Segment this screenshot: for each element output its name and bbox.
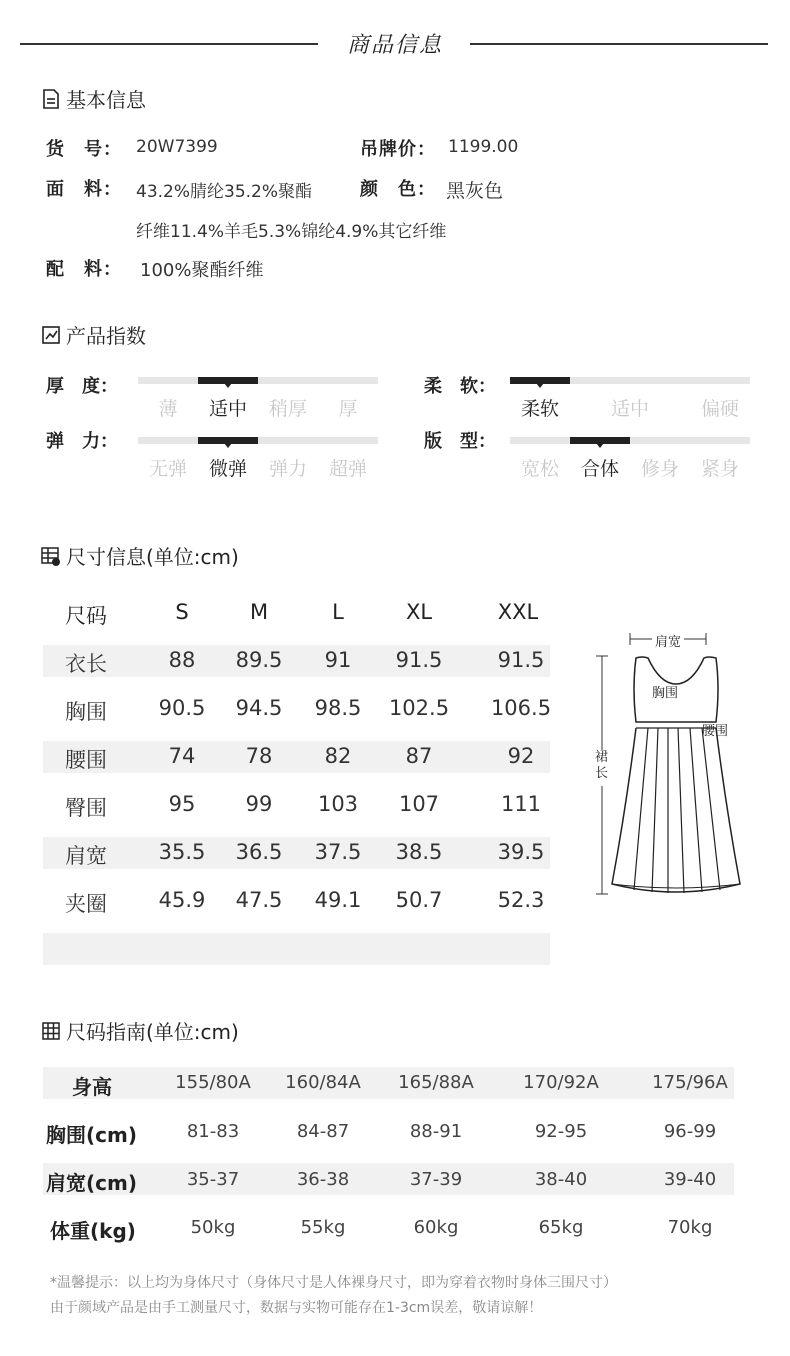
size-cell: 89.5 [235,648,283,672]
guide-cell: 88-91 [409,1121,463,1142]
size-cell: 90.5 [158,696,206,720]
guide-cell: 92-95 [534,1121,588,1142]
size-row-label: 肩宽 [65,844,107,868]
size-cell: 35.5 [158,840,206,864]
elasticity-track [138,437,378,444]
size-row-label: 腰围 [65,748,107,772]
product-index-heading: 产品指数 [40,320,146,349]
note-line-1: *温馨提示：以上均为身体尺寸（身体尺寸是人体裸身尺寸，即为穿着衣物时身体三围尺寸） [50,1275,617,1291]
guide-cell: 96-99 [663,1121,717,1142]
fit-label: 版 型： [424,431,496,452]
guide-cell: 36-38 [296,1169,350,1190]
guide-cell: 50kg [190,1217,236,1238]
guide-cell: 170/92A [523,1072,599,1093]
size-row-label: 胸围 [65,700,107,724]
size-cell: 37.5 [314,840,362,864]
size-col-header: XXL [497,600,539,624]
lining-value: 100%聚酯纤维 [140,260,264,281]
item-no-label: 货 号： [46,139,122,160]
guide-cell: 165/88A [398,1072,474,1093]
size-cell: 45.9 [158,888,206,912]
color-value: 黑灰色 [446,180,504,202]
fit-option: 合体 [580,458,619,480]
elasticity-option: 微弹 [208,458,247,480]
size-cell: 95 [168,792,196,816]
softness-label: 柔 软： [424,376,496,397]
size-cell: 50.7 [395,888,443,912]
guide-cell: 60kg [413,1217,459,1238]
size-cell: 82 [324,744,352,768]
guide-cell: 38-40 [534,1169,588,1190]
size-col-header: L [332,600,344,624]
thickness-option: 适中 [208,398,247,420]
guide-row-label: 体重(kg) [50,1219,136,1243]
size-row-label: 臀围 [65,796,107,820]
guide-cell: 37-39 [409,1169,463,1190]
guide-cell: 55kg [300,1217,346,1238]
fit-option: 宽松 [520,458,559,480]
fit-indicator [570,437,630,444]
note-line-2: 由于颜域产品是由手工测量尺寸，数据与实物可能存在1-3cm误差，敬请谅解！ [50,1300,543,1316]
size-cell: 99 [245,792,273,816]
thickness-option: 薄 [158,398,178,420]
guide-row-label: 胸围(cm) [46,1123,137,1147]
softness-indicator [510,377,570,384]
page-title: 商品信息 [346,33,443,58]
ruler-table-icon [40,545,62,567]
color-label: 颜 色： [360,179,436,200]
size-col-header: S [175,600,189,624]
elasticity-indicator [198,437,258,444]
dress-outline-icon [592,628,742,900]
fit-track [510,437,750,444]
item-no-value: 20W7399 [136,137,218,157]
size-row-label: 夹圈 [65,892,107,916]
guide-cell: 39-40 [663,1169,717,1190]
size-cell: 91.5 [497,648,545,672]
size-cell: 106.5 [490,696,552,720]
length-label: 裙长 [595,750,609,781]
guide-row-label: 身高 [72,1075,112,1099]
softness-option: 柔软 [520,398,559,420]
guide-cell: 84-87 [296,1121,350,1142]
size-cell: 98.5 [314,696,362,720]
thickness-indicator [198,377,258,384]
table-row-bg [43,645,550,677]
size-row-label: 衣长 [65,652,107,676]
size-cell: 91.5 [395,648,443,672]
size-col-header: 尺码 [65,604,107,628]
size-col-header: XL [405,600,433,624]
thickness-label: 厚 度： [46,376,118,397]
size-cell: 49.1 [314,888,362,912]
fabric-label: 面 料： [46,179,122,200]
size-cell: 103 [317,792,359,816]
guide-cell: 81-83 [186,1121,240,1142]
price-value: 1199.00 [448,137,519,157]
size-cell: 78 [245,744,273,768]
guide-cell: 35-37 [186,1169,240,1190]
chart-icon [40,324,62,346]
size-cell: 91 [324,648,352,672]
fit-option: 修身 [640,458,679,480]
fit-option: 紧身 [700,458,739,480]
elasticity-option: 弹力 [268,458,307,480]
thickness-option: 厚 [338,398,358,420]
size-cell: 94.5 [235,696,283,720]
elasticity-option: 无弹 [148,458,187,480]
table-row-bg [43,1067,734,1099]
dress-diagram [592,628,742,900]
waist-label: 腰围 [702,724,729,739]
size-cell: 92 [507,744,535,768]
basic-info-heading: 基本信息 [40,84,146,113]
size-cell: 111 [500,792,542,816]
size-cell: 88 [168,648,196,672]
guide-cell: 70kg [667,1217,713,1238]
table-row-bg [43,837,550,869]
size-info-heading: 尺寸信息(单位:cm) [40,541,239,570]
shoulder-label: 肩宽 [654,635,681,650]
grid-table-icon [40,1020,62,1042]
guide-cell: 65kg [538,1217,584,1238]
fabric-value-line1: 43.2%腈纶35.2%聚酯 [136,182,313,202]
softness-option: 适中 [610,398,649,420]
chest-label: 胸围 [652,686,679,701]
table-row-bg [43,933,550,965]
size-cell: 36.5 [235,840,283,864]
size-cell: 47.5 [235,888,283,912]
table-row-bg [43,1163,734,1195]
size-guide-heading: 尺码指南(单位:cm) [40,1016,239,1045]
table-row-bg [43,741,550,773]
size-col-header: M [249,600,269,624]
guide-cell: 175/96A [652,1072,728,1093]
softness-option: 偏硬 [700,398,739,420]
guide-row-label: 肩宽(cm) [46,1171,137,1195]
thickness-option: 稍厚 [268,398,307,420]
document-icon [40,88,62,110]
fabric-value-line2: 纤维11.4%羊毛5.3%锦纶4.9%其它纤维 [136,222,447,242]
guide-cell: 155/80A [175,1072,251,1093]
size-cell: 107 [398,792,440,816]
size-cell: 39.5 [497,840,545,864]
elasticity-option: 超弹 [328,458,367,480]
size-cell: 102.5 [388,696,450,720]
size-cell: 87 [405,744,433,768]
lining-label: 配 料： [46,259,122,280]
elasticity-label: 弹 力： [46,431,118,452]
size-cell: 52.3 [497,888,545,912]
price-label: 吊牌价： [360,139,436,160]
thickness-track [138,377,378,384]
size-cell: 74 [168,744,196,768]
guide-cell: 160/84A [285,1072,361,1093]
size-cell: 38.5 [395,840,443,864]
